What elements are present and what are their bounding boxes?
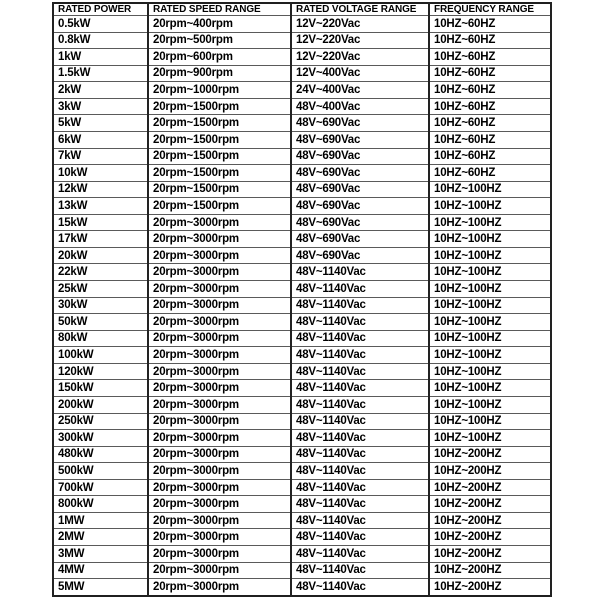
cell-rated-power: 10kW [53,165,148,182]
spec-table-body [53,16,551,597]
cell-rated-speed-range: 20rpm~3000rpm [148,413,291,430]
table-row [53,264,551,281]
cell-frequency-range: 10HZ~200HZ [429,562,551,579]
table-row [53,496,551,513]
cell-rated-speed-range: 20rpm~1500rpm [148,131,291,148]
cell-frequency-range: 10HZ~100HZ [429,413,551,430]
cell-rated-voltage-range: 12V~220Vac [291,49,429,66]
cell-frequency-range: 10HZ~100HZ [429,430,551,447]
cell-rated-voltage-range: 48V~690Vac [291,165,429,182]
cell-rated-speed-range: 20rpm~3000rpm [148,479,291,496]
table-row [53,181,551,198]
cell-rated-speed-range: 20rpm~3000rpm [148,463,291,480]
cell-frequency-range: 10HZ~100HZ [429,247,551,264]
table-row [53,148,551,165]
table-row [53,131,551,148]
cell-rated-speed-range: 20rpm~1500rpm [148,115,291,132]
cell-frequency-range: 10HZ~100HZ [429,181,551,198]
cell-rated-voltage-range: 48V~1140Vac [291,529,429,546]
cell-rated-power: 7kW [53,148,148,165]
cell-rated-power: 4MW [53,562,148,579]
table-row [53,214,551,231]
cell-rated-power: 0.8kW [53,32,148,49]
cell-rated-speed-range: 20rpm~3000rpm [148,363,291,380]
cell-rated-voltage-range: 48V~1140Vac [291,347,429,364]
cell-frequency-range: 10HZ~100HZ [429,198,551,215]
cell-rated-voltage-range: 48V~1140Vac [291,264,429,281]
cell-frequency-range: 10HZ~100HZ [429,281,551,298]
table-row [53,396,551,413]
cell-rated-voltage-range: 48V~1140Vac [291,330,429,347]
cell-rated-power: 500kW [53,463,148,480]
table-row [53,479,551,496]
cell-rated-power: 3kW [53,98,148,115]
cell-rated-voltage-range: 48V~1140Vac [291,430,429,447]
cell-rated-power: 800kW [53,496,148,513]
cell-rated-power: 250kW [53,413,148,430]
cell-rated-speed-range: 20rpm~1500rpm [148,98,291,115]
cell-rated-speed-range: 20rpm~1500rpm [148,165,291,182]
table-row [53,363,551,380]
cell-frequency-range: 10HZ~100HZ [429,347,551,364]
cell-rated-voltage-range: 12V~220Vac [291,32,429,49]
cell-rated-power: 6kW [53,131,148,148]
cell-rated-voltage-range: 48V~400Vac [291,98,429,115]
column-header-frequency-range: FREQUENCY RANGE [429,3,551,16]
cell-frequency-range: 10HZ~200HZ [429,496,551,513]
spec-table [52,2,552,597]
cell-frequency-range: 10HZ~60HZ [429,165,551,182]
cell-rated-speed-range: 20rpm~3000rpm [148,380,291,397]
table-row [53,512,551,529]
cell-rated-voltage-range: 48V~1140Vac [291,579,429,596]
cell-rated-speed-range: 20rpm~3000rpm [148,247,291,264]
cell-rated-power: 1kW [53,49,148,66]
table-row [53,562,551,579]
table-row [53,281,551,298]
table-row [53,98,551,115]
cell-frequency-range: 10HZ~200HZ [429,463,551,480]
cell-rated-power: 50kW [53,314,148,331]
cell-rated-power: 5MW [53,579,148,596]
table-row [53,529,551,546]
cell-rated-voltage-range: 48V~1140Vac [291,297,429,314]
cell-rated-voltage-range: 48V~1140Vac [291,413,429,430]
table-row [53,579,551,596]
cell-rated-power: 25kW [53,281,148,298]
table-row [53,247,551,264]
cell-rated-power: 22kW [53,264,148,281]
cell-frequency-range: 10HZ~200HZ [429,529,551,546]
cell-rated-power: 3MW [53,546,148,563]
table-row [53,115,551,132]
cell-rated-speed-range: 20rpm~400rpm [148,16,291,33]
table-row [53,82,551,99]
cell-rated-voltage-range: 48V~690Vac [291,231,429,248]
cell-rated-voltage-range: 48V~1140Vac [291,380,429,397]
cell-rated-voltage-range: 48V~1140Vac [291,546,429,563]
cell-rated-speed-range: 20rpm~3000rpm [148,264,291,281]
cell-rated-voltage-range: 48V~690Vac [291,214,429,231]
cell-rated-voltage-range: 48V~1140Vac [291,479,429,496]
cell-rated-voltage-range: 48V~1140Vac [291,281,429,298]
cell-rated-power: 15kW [53,214,148,231]
column-header-rated-power: RATED POWER [53,3,148,16]
cell-rated-voltage-range: 48V~690Vac [291,131,429,148]
cell-frequency-range: 10HZ~60HZ [429,115,551,132]
cell-rated-voltage-range: 48V~1140Vac [291,314,429,331]
cell-frequency-range: 10HZ~100HZ [429,380,551,397]
cell-frequency-range: 10HZ~60HZ [429,49,551,66]
cell-rated-speed-range: 20rpm~3000rpm [148,446,291,463]
table-row [53,297,551,314]
cell-rated-power: 700kW [53,479,148,496]
cell-rated-voltage-range: 48V~1140Vac [291,512,429,529]
cell-rated-power: 2kW [53,82,148,99]
table-row [53,413,551,430]
cell-frequency-range: 10HZ~100HZ [429,264,551,281]
cell-rated-speed-range: 20rpm~3000rpm [148,562,291,579]
table-row [53,32,551,49]
cell-rated-power: 5kW [53,115,148,132]
cell-rated-speed-range: 20rpm~3000rpm [148,281,291,298]
cell-rated-power: 12kW [53,181,148,198]
cell-rated-speed-range: 20rpm~3000rpm [148,231,291,248]
cell-frequency-range: 10HZ~100HZ [429,396,551,413]
cell-rated-speed-range: 20rpm~3000rpm [148,396,291,413]
column-header-rated-speed-range: RATED SPEED RANGE [148,3,291,16]
cell-rated-power: 17kW [53,231,148,248]
cell-rated-speed-range: 20rpm~1500rpm [148,198,291,215]
cell-rated-speed-range: 20rpm~3000rpm [148,512,291,529]
cell-rated-speed-range: 20rpm~3000rpm [148,330,291,347]
cell-frequency-range: 10HZ~60HZ [429,32,551,49]
cell-frequency-range: 10HZ~200HZ [429,579,551,596]
cell-frequency-range: 10HZ~100HZ [429,231,551,248]
cell-frequency-range: 10HZ~100HZ [429,330,551,347]
cell-rated-power: 1.5kW [53,65,148,82]
table-row [53,65,551,82]
cell-rated-speed-range: 20rpm~3000rpm [148,314,291,331]
cell-frequency-range: 10HZ~100HZ [429,363,551,380]
table-row [53,165,551,182]
cell-frequency-range: 10HZ~60HZ [429,65,551,82]
cell-rated-voltage-range: 48V~690Vac [291,148,429,165]
cell-frequency-range: 10HZ~200HZ [429,479,551,496]
cell-rated-power: 0.5kW [53,16,148,33]
cell-rated-speed-range: 20rpm~900rpm [148,65,291,82]
cell-rated-speed-range: 20rpm~1500rpm [148,181,291,198]
cell-rated-speed-range: 20rpm~3000rpm [148,579,291,596]
cell-rated-speed-range: 20rpm~1500rpm [148,148,291,165]
cell-frequency-range: 10HZ~200HZ [429,446,551,463]
cell-rated-speed-range: 20rpm~3000rpm [148,297,291,314]
cell-rated-voltage-range: 12V~220Vac [291,16,429,33]
cell-rated-power: 150kW [53,380,148,397]
table-row [53,463,551,480]
cell-frequency-range: 10HZ~100HZ [429,314,551,331]
table-row [53,231,551,248]
table-row [53,430,551,447]
cell-rated-power: 80kW [53,330,148,347]
header-row [53,3,551,16]
cell-rated-power: 13kW [53,198,148,215]
cell-frequency-range: 10HZ~100HZ [429,297,551,314]
table-row [53,16,551,33]
cell-rated-voltage-range: 48V~1140Vac [291,363,429,380]
table-row [53,446,551,463]
cell-frequency-range: 10HZ~200HZ [429,512,551,529]
cell-rated-voltage-range: 48V~690Vac [291,198,429,215]
cell-rated-power: 1MW [53,512,148,529]
cell-rated-power: 100kW [53,347,148,364]
table-row [53,314,551,331]
cell-rated-voltage-range: 48V~690Vac [291,181,429,198]
cell-rated-voltage-range: 48V~1140Vac [291,396,429,413]
cell-frequency-range: 10HZ~60HZ [429,148,551,165]
table-row [53,49,551,66]
cell-rated-power: 20kW [53,247,148,264]
cell-rated-power: 120kW [53,363,148,380]
cell-rated-power: 200kW [53,396,148,413]
table-row [53,330,551,347]
table-row [53,546,551,563]
cell-rated-speed-range: 20rpm~3000rpm [148,496,291,513]
table-row [53,347,551,364]
table-row [53,380,551,397]
cell-rated-speed-range: 20rpm~500rpm [148,32,291,49]
cell-rated-speed-range: 20rpm~3000rpm [148,529,291,546]
cell-rated-voltage-range: 48V~690Vac [291,115,429,132]
cell-frequency-range: 10HZ~60HZ [429,82,551,99]
column-header-rated-voltage-range: RATED VOLTAGE RANGE [291,3,429,16]
cell-frequency-range: 10HZ~100HZ [429,214,551,231]
cell-rated-power: 480kW [53,446,148,463]
cell-rated-speed-range: 20rpm~3000rpm [148,347,291,364]
cell-rated-power: 30kW [53,297,148,314]
cell-frequency-range: 10HZ~200HZ [429,546,551,563]
cell-frequency-range: 10HZ~60HZ [429,98,551,115]
cell-rated-speed-range: 20rpm~3000rpm [148,214,291,231]
cell-rated-voltage-range: 48V~1140Vac [291,496,429,513]
cell-rated-speed-range: 20rpm~3000rpm [148,430,291,447]
cell-rated-voltage-range: 48V~690Vac [291,247,429,264]
cell-rated-voltage-range: 48V~1140Vac [291,562,429,579]
cell-rated-voltage-range: 24V~400Vac [291,82,429,99]
spec-table-header [53,3,551,16]
cell-rated-speed-range: 20rpm~600rpm [148,49,291,66]
cell-rated-power: 2MW [53,529,148,546]
cell-rated-speed-range: 20rpm~1000rpm [148,82,291,99]
cell-rated-voltage-range: 12V~400Vac [291,65,429,82]
cell-rated-power: 300kW [53,430,148,447]
cell-rated-voltage-range: 48V~1140Vac [291,463,429,480]
cell-rated-voltage-range: 48V~1140Vac [291,446,429,463]
cell-frequency-range: 10HZ~60HZ [429,131,551,148]
cell-frequency-range: 10HZ~60HZ [429,16,551,33]
cell-rated-speed-range: 20rpm~3000rpm [148,546,291,563]
table-row [53,198,551,215]
